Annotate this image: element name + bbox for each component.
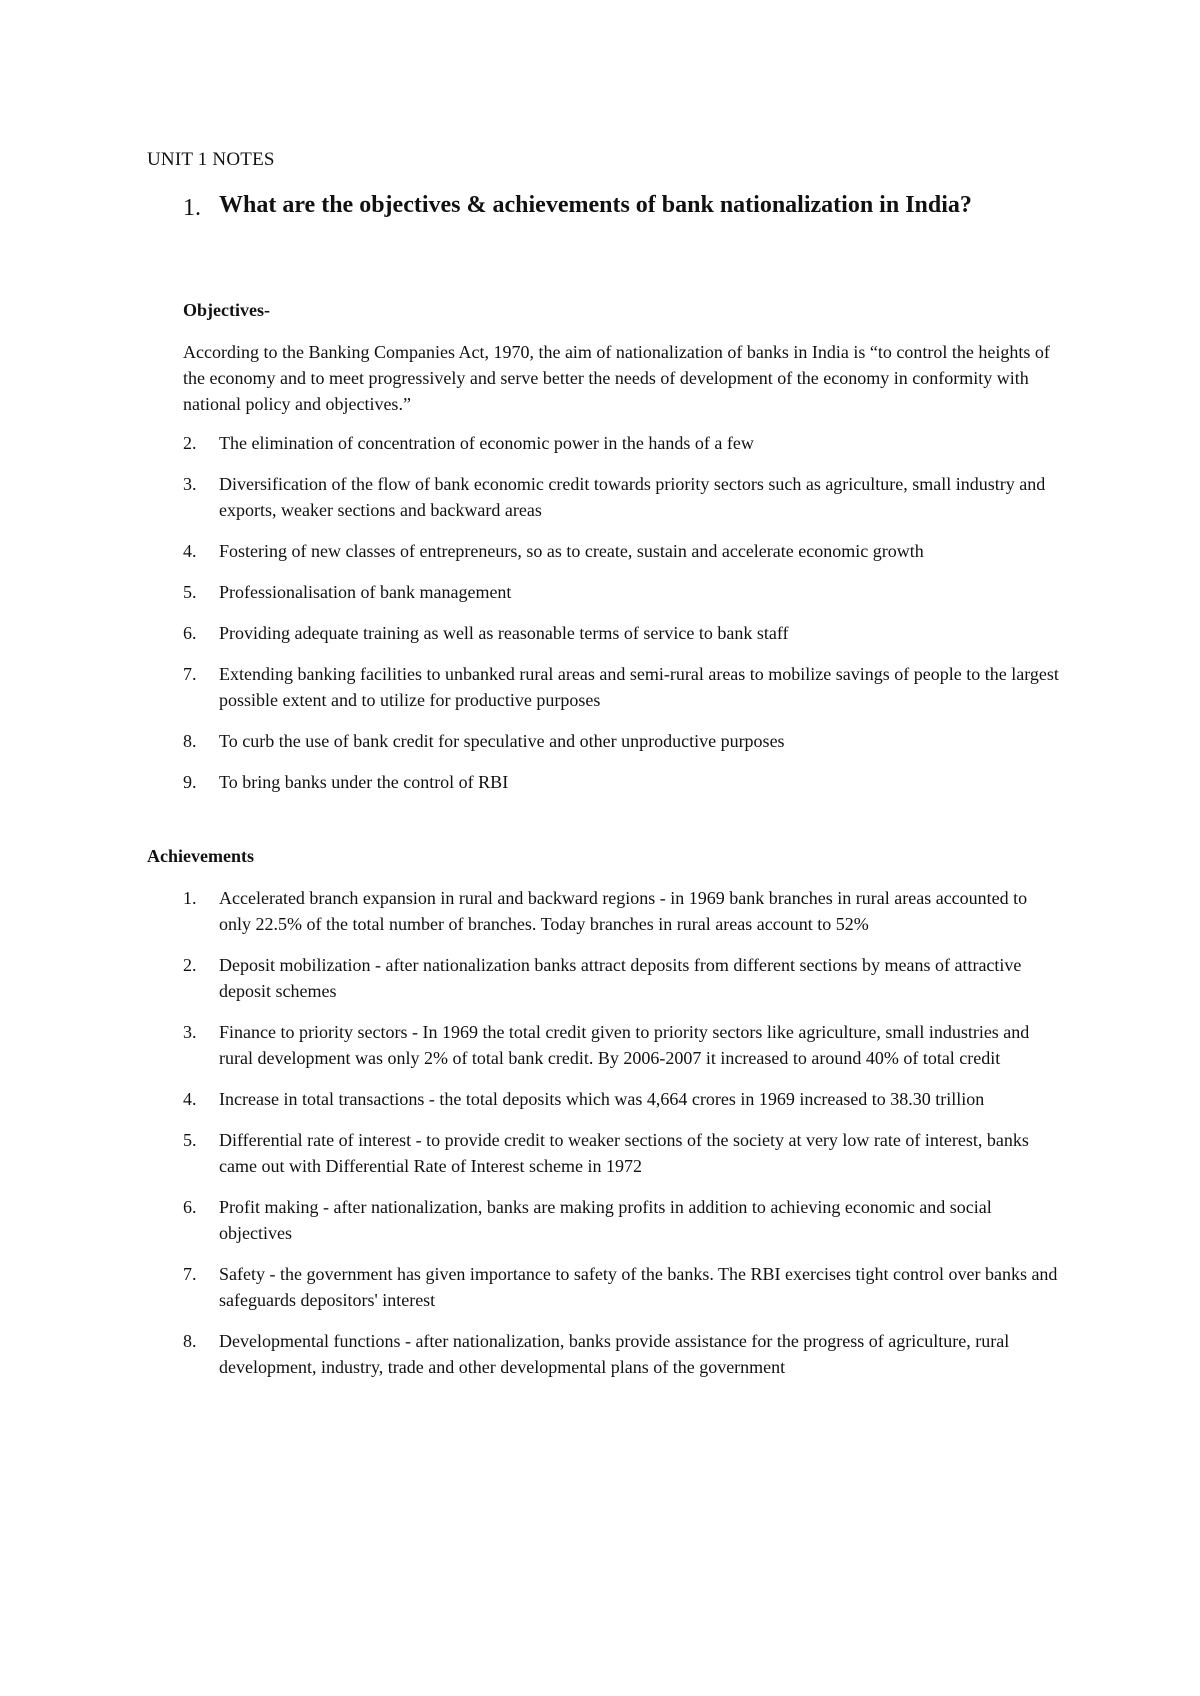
objectives-heading: Objectives- (183, 300, 270, 320)
list-item (183, 885, 1063, 937)
item-text: Professionalisation of bank management (219, 582, 512, 602)
item-text: Profit making - after nationalization, banks are making profits in addition to achieving economic and social objectives (219, 1197, 992, 1243)
item-number: 7. (183, 664, 197, 684)
item-text: Safety - the government has given importance to safety of the banks. The RBI exercises tight control over banks and safeguards depositors' interest (219, 1264, 1058, 1310)
item-text: Increase in total transactions - the total deposits which was 4,664 crores in 1969 increased to 38.30 trillion (219, 1089, 985, 1109)
item-number: 5. (183, 1130, 197, 1150)
item-number: 7. (183, 1264, 197, 1284)
list-item (183, 952, 1063, 1004)
item-text: Deposit mobilization - after nationalization banks attract deposits from different sections by means of attractive deposit schemes (219, 955, 1022, 1001)
list-item (183, 1194, 1063, 1246)
list-item (183, 538, 1063, 564)
list-item (183, 661, 1063, 713)
item-text: Differential rate of interest - to provide credit to weaker sections of the society at very low rate of interest, banks came out with Differential Rate of Interest scheme in 1972 (219, 1130, 1029, 1176)
item-text: To curb the use of bank credit for speculative and other unproductive purposes (219, 731, 785, 751)
item-number: 4. (183, 541, 197, 561)
item-text: To bring banks under the control of RBI (219, 772, 509, 792)
item-text: Diversification of the flow of bank economic credit towards priority sectors such as agriculture, small industry and exports, weaker sections and backward areas (219, 474, 1046, 520)
item-number: 2. (183, 955, 197, 975)
list-item (183, 1328, 1063, 1380)
list-item (183, 1127, 1063, 1179)
list-item (183, 1019, 1063, 1071)
question-number: 1. (183, 195, 201, 221)
item-text: Developmental functions - after nationalization, banks provide assistance for the progress of agriculture, rural development, industry, trade and other developmental plans of the government (219, 1331, 1010, 1377)
item-text: The elimination of concentration of economic power in the hands of a few (219, 433, 754, 453)
objectives-list (183, 430, 1063, 810)
list-item (183, 1086, 1063, 1112)
item-number: 8. (183, 1331, 197, 1351)
item-number: 1. (183, 888, 197, 908)
item-number: 4. (183, 1089, 197, 1109)
item-text: Accelerated branch expansion in rural and backward regions - in 1969 bank branches in rural areas accounted to only 22.5% of the total number of branches. Today branches in rural areas account to 52% (219, 888, 1028, 934)
item-number: 3. (183, 474, 197, 494)
item-number: 5. (183, 582, 197, 602)
list-item (183, 430, 1063, 456)
question-heading: What are the objectives & achievements of bank nationalization in India? (219, 192, 972, 218)
item-text: Extending banking facilities to unbanked rural areas and semi-rural areas to mobilize savings of people to the largest possible extent and to utilize for productive purposes (219, 664, 1059, 710)
item-number: 6. (183, 623, 197, 643)
item-number: 2. (183, 433, 197, 453)
unit-title: UNIT 1 NOTES (147, 149, 275, 170)
list-item (183, 579, 1063, 605)
item-number: 6. (183, 1197, 197, 1217)
objectives-intro: According to the Banking Companies Act, 1970, the aim of nationalization of banks in India is “to control the heights of the economy and to meet progressively and serve better the needs of development of the economy in conformity with national policy and objectives.” (183, 342, 1050, 414)
list-item (183, 769, 1063, 795)
item-number: 9. (183, 772, 197, 792)
list-item (183, 620, 1063, 646)
item-number: 8. (183, 731, 197, 751)
item-number: 3. (183, 1022, 197, 1042)
achievements-heading: Achievements (147, 846, 254, 866)
achievements-list (183, 885, 1063, 1395)
item-text: Fostering of new classes of entrepreneurs, so as to create, sustain and accelerate economic growth (219, 541, 924, 561)
list-item (183, 728, 1063, 754)
list-item (183, 471, 1063, 523)
item-text: Providing adequate training as well as reasonable terms of service to bank staff (219, 623, 789, 643)
list-item (183, 1261, 1063, 1313)
item-text: Finance to priority sectors - In 1969 the total credit given to priority sectors like agriculture, small industries and rural development was only 2% of total bank credit. By 2006-2007 it increased to around 40% of total credit (219, 1022, 1030, 1068)
